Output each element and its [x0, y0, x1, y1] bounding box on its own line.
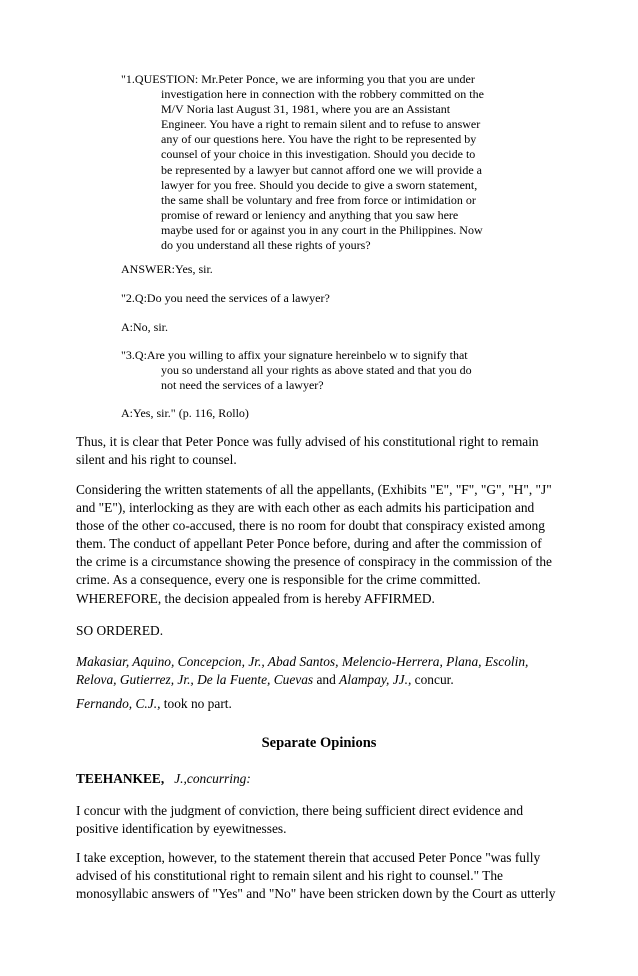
justices-names-1: Makasiar, Aquino, Concepcion, Jr., Abad Santos, Melencio-Herrera, Plana, Escolin, — [76, 654, 529, 669]
justices-line-2 — [76, 671, 576, 689]
question-1-line: be represented by a lawyer but cannot afford one we will provide a — [161, 162, 482, 177]
paragraph-line: advised of his constitutional right to remain silent and his right to counsel." The — [76, 868, 503, 883]
teehankee-name: TEEHANKEE, — [76, 771, 165, 786]
question-1-line: lawyer for you free. Should you decide to give a sworn statement, — [161, 177, 478, 192]
question-2-text: "2.Q:Do you need the services of a lawyer? — [121, 291, 330, 305]
answer-2 — [121, 320, 511, 335]
question-1-line: promise of reward or leniency and anything that you saw here — [161, 207, 459, 222]
paragraph-line: and "E"), interlocking as they are with each other as each admits his participation and — [76, 500, 535, 515]
paragraph-considering — [76, 481, 576, 589]
answer-1 — [121, 262, 511, 277]
paragraph-line: them. The conduct of appellant Peter Ponce before, during and after the commission of — [76, 536, 542, 551]
paragraph-line: monosyllabic answers of "Yes" and "No" have been stricken down by the Court as utterly — [76, 886, 556, 901]
justices-and: and — [313, 672, 340, 687]
section-heading: Separate Opinions — [261, 735, 377, 751]
question-3-first-line: "3.Q:Are you willing to affix your signature hereinbelo w to signify that — [121, 348, 468, 362]
question-2 — [121, 291, 511, 306]
fernando-name: Fernando, C.J., — [76, 696, 161, 711]
paragraph-line: Thus, it is clear that Peter Ponce was fully advised of his constitutional right to remain — [76, 434, 539, 449]
paragraph-so-ordered — [76, 622, 576, 640]
paragraph-line: the crime is a circumstance showing the presence of conspiracy in the commission of the — [76, 554, 552, 569]
paragraph-line: silent and his right to counsel. — [76, 452, 237, 467]
paragraph-justices — [76, 653, 576, 689]
paragraph-teehankee — [76, 770, 576, 788]
paragraph-line: crime. As a consequence, every one is responsible for the crime committed. — [76, 572, 481, 587]
question-1-line: the same shall be voluntary and free from force or intimidation or — [161, 192, 476, 207]
fernando-line — [76, 695, 576, 713]
fernando-rest: took no part. — [160, 696, 232, 711]
question-1-line: Engineer. You have a right to remain silent and to refuse to answer — [161, 117, 481, 132]
wherefore-text: WHEREFORE, the decision appealed from is hereby AFFIRMED. — [76, 591, 435, 606]
answer-2-text: A:No, sir. — [121, 320, 169, 334]
justices-names-2: Relova, Gutierrez, Jr., De la Fuente, Cuevas — [76, 672, 314, 687]
justices-line-1 — [76, 653, 576, 671]
question-1-first-line: "1.QUESTION: Mr.Peter Ponce, we are informing you that you are under — [121, 72, 475, 86]
question-3-line: not need the services of a lawyer? — [161, 378, 324, 393]
teehankee-role: J.,concurring: — [174, 771, 251, 786]
paragraph-concur — [76, 802, 576, 838]
question-1-line: counsel of your choice in this investigation. Should you decide to — [161, 147, 476, 162]
paragraph-fernando — [76, 695, 576, 713]
question-1-line: do you understand all these rights of yours? — [161, 238, 371, 253]
paragraph-thus — [76, 433, 576, 469]
answer-1-text: ANSWER:Yes, sir. — [121, 262, 213, 276]
paragraph-line: I take exception, however, to the statement therein that accused Peter Ponce "was fully — [76, 850, 541, 865]
question-1-line: any of our questions here. You have the right to be represented by — [161, 132, 477, 147]
paragraph-line: Considering the written statements of all the appellants, (Exhibits "E", "F", "G", "H", "J" — [76, 482, 552, 497]
paragraph-wherefore — [76, 590, 576, 608]
answer-3 — [121, 406, 511, 421]
question-1-line: investigation here in connection with the robbery committed on the — [161, 87, 484, 102]
paragraph-exception — [76, 849, 576, 903]
teehankee-line — [76, 770, 576, 788]
question-1-line: M/V Noria last August 31, 1981, where you are an Assistant — [161, 102, 451, 117]
paragraph-line: positive identification by eyewitnesses. — [76, 821, 287, 836]
question-1-line: maybe used for or against you in any court in the Philippines. Now — [161, 222, 483, 237]
so-ordered-text: SO ORDERED. — [76, 623, 164, 638]
justices-concur: concur. — [411, 672, 454, 687]
question-3 — [121, 348, 511, 393]
answer-3-text: A:Yes, sir." (p. 116, Rollo) — [121, 406, 249, 420]
paragraph-line: I concur with the judgment of conviction, there being sufficient direct evidence and — [76, 803, 524, 818]
question-1 — [121, 72, 511, 253]
question-3-line: you so understand all your rights as above stated and that you do — [161, 363, 472, 378]
justices-alampay: Alampay, JJ., — [339, 672, 412, 687]
paragraph-line: those of the other co-accused, there is no room for doubt that conspiracy existed among — [76, 518, 545, 533]
